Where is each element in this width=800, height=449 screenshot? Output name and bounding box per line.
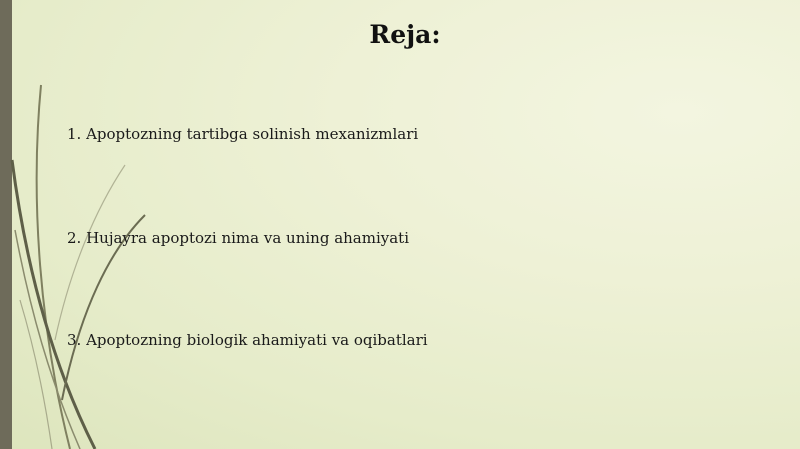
list-item: 3. Apoptozning biologik ahamiyati va oqibatlari bbox=[67, 331, 428, 349]
slide-title: Reja: bbox=[369, 20, 441, 49]
list-item: 1. Apoptozning tartibga solinish mexanizmlari bbox=[67, 125, 419, 143]
list-item: 2. Hujayra apoptozi nima va uning ahamiyati bbox=[67, 229, 410, 247]
decorative-grass-graphic bbox=[0, 0, 160, 449]
